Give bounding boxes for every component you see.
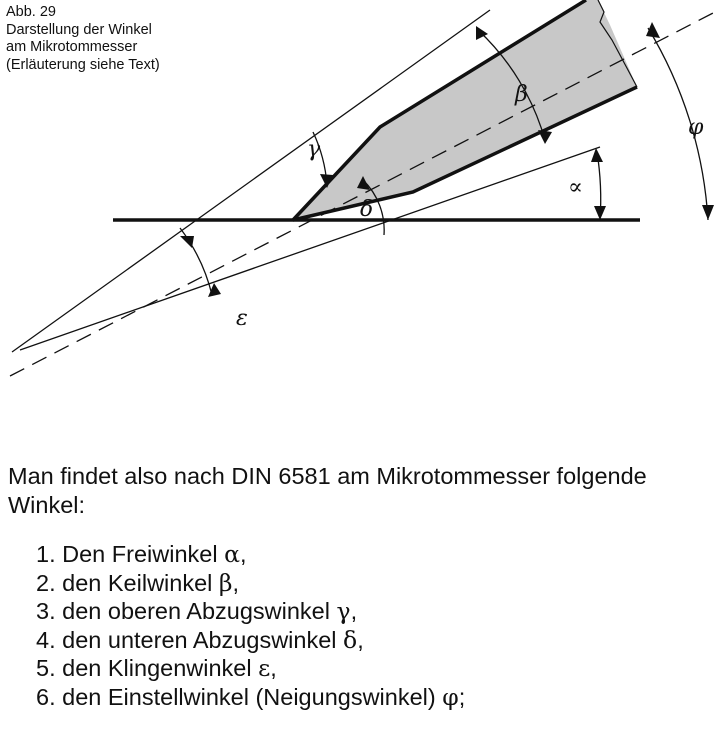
- delta-label: δ: [360, 197, 374, 222]
- beta-label: β: [515, 82, 528, 107]
- epsilon-arrow-upper: [180, 236, 194, 248]
- figure-number: Abb. 29: [6, 4, 56, 20]
- caption-line-3: (Erläuterung siehe Text): [6, 56, 160, 73]
- phi-arrow-upper: [646, 22, 660, 38]
- alpha-arrow-lower: [594, 206, 606, 220]
- list-item: 4. den unteren Abzugswinkel δ,: [36, 625, 364, 654]
- phi-arrow-lower: [702, 205, 714, 220]
- lower-tangent-line: [20, 147, 600, 350]
- list-item: 2. den Keilwinkel β,: [36, 568, 240, 597]
- list-item: 5. den Klingenwinkel ε,: [36, 654, 277, 683]
- list-item: 1. Den Freiwinkel α,: [36, 540, 247, 568]
- gamma-label: γ: [307, 137, 321, 162]
- caption-line-2: am Mikrotommesser: [6, 39, 138, 55]
- list-item: 3. den oberen Abzugswinkel γ,: [36, 597, 358, 626]
- phi-label: φ: [688, 115, 704, 140]
- epsilon-label: ε: [236, 306, 248, 331]
- caption-line-1: Darstellung der Winkel: [6, 21, 152, 38]
- beta-arrow-lower: [538, 130, 552, 144]
- list-item: 6. den Einstellwinkel (Neigungswinkel) φ;: [36, 682, 466, 711]
- angle-list: [36, 540, 465, 712]
- alpha-label: ∝: [568, 175, 583, 200]
- intro-paragraph: Man findet also nach DIN 6581 am Mikrotommesser folgende Winkel:: [8, 463, 647, 518]
